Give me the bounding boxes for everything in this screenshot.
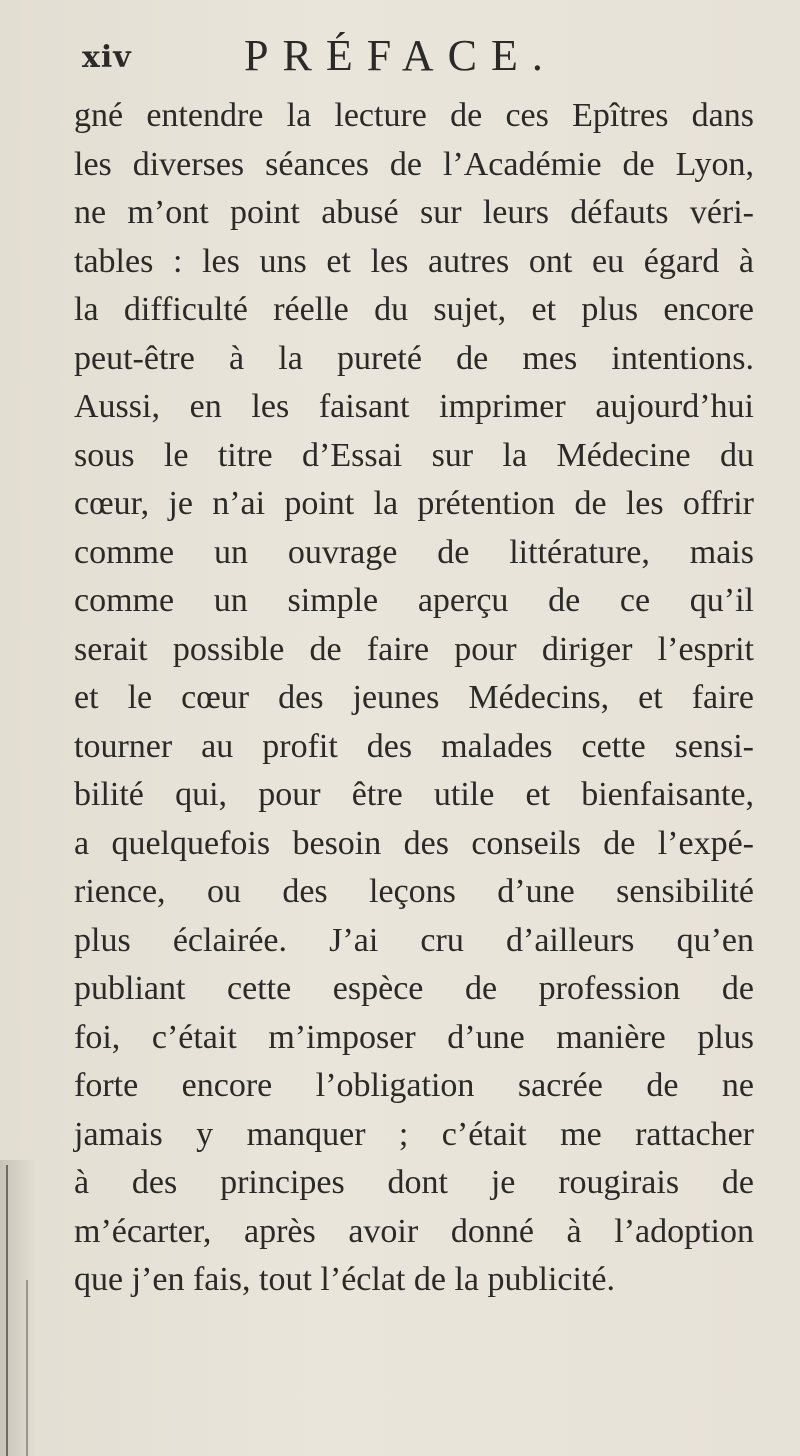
text-line: les diverses séances de l’Académie de Lyon,	[74, 145, 754, 183]
text-line: peut-être à la pureté de mes intentions.	[74, 339, 754, 377]
text-line: ne m’ont point abusé sur leurs défauts véri-	[74, 194, 754, 231]
text-line: comme un ouvrage de littérature, mais	[74, 533, 754, 571]
text-line: publiant cette espèce de profession de	[74, 970, 754, 1007]
text-line: foi, c’était m’imposer d’une manière plus	[74, 1018, 754, 1056]
text-line: plus éclairée. J’ai cru d’ailleurs qu’en	[74, 921, 754, 959]
text-line: gné entendre la lecture de ces Epîtres dans	[74, 97, 754, 134]
page-edge-line	[26, 1280, 28, 1456]
text-line: rience, ou des leçons d’une sensibilité	[74, 873, 754, 910]
text-line: tourner au profit des malades cette sensi-	[74, 727, 754, 765]
text-line: forte encore l’obligation sacrée de ne	[74, 1067, 754, 1104]
text-line: m’écarter, après avoir donné à l’adoption	[74, 1212, 754, 1250]
text-line: à des principes dont je rougirais de	[74, 1164, 754, 1201]
page-header	[82, 18, 740, 90]
text-line: Aussi, en les faisant imprimer aujourd’hui	[74, 388, 754, 425]
running-title: PRÉFACE.	[244, 31, 557, 80]
text-line: et le cœur des jeunes Médecins, et faire	[74, 679, 754, 716]
text-line: cœur, je n’ai point la prétention de les offrir	[74, 485, 754, 522]
text-line: la difficulté réelle du sujet, et plus encore	[74, 291, 754, 328]
text-line: bilité qui, pour être utile et bienfaisante,	[74, 776, 754, 813]
text-line: tables : les uns et les autres ont eu égard à	[74, 242, 754, 280]
body-text	[74, 92, 754, 1305]
text-line: sous le titre d’Essai sur la Médecine du	[74, 436, 754, 474]
text-line: jamais y manquer ; c’était me rattacher	[74, 1115, 754, 1153]
text-line: a quelquefois besoin des conseils de l’expé-	[74, 824, 754, 862]
page-number: xiv	[82, 40, 132, 75]
text-line: comme un simple aperçu de ce qu’il	[74, 582, 754, 619]
text-line: que j’en fais, tout l’éclat de la publicité.	[74, 1261, 615, 1298]
page-edge-line	[6, 1165, 8, 1456]
text-line: serait possible de faire pour diriger l’esprit	[74, 630, 754, 668]
